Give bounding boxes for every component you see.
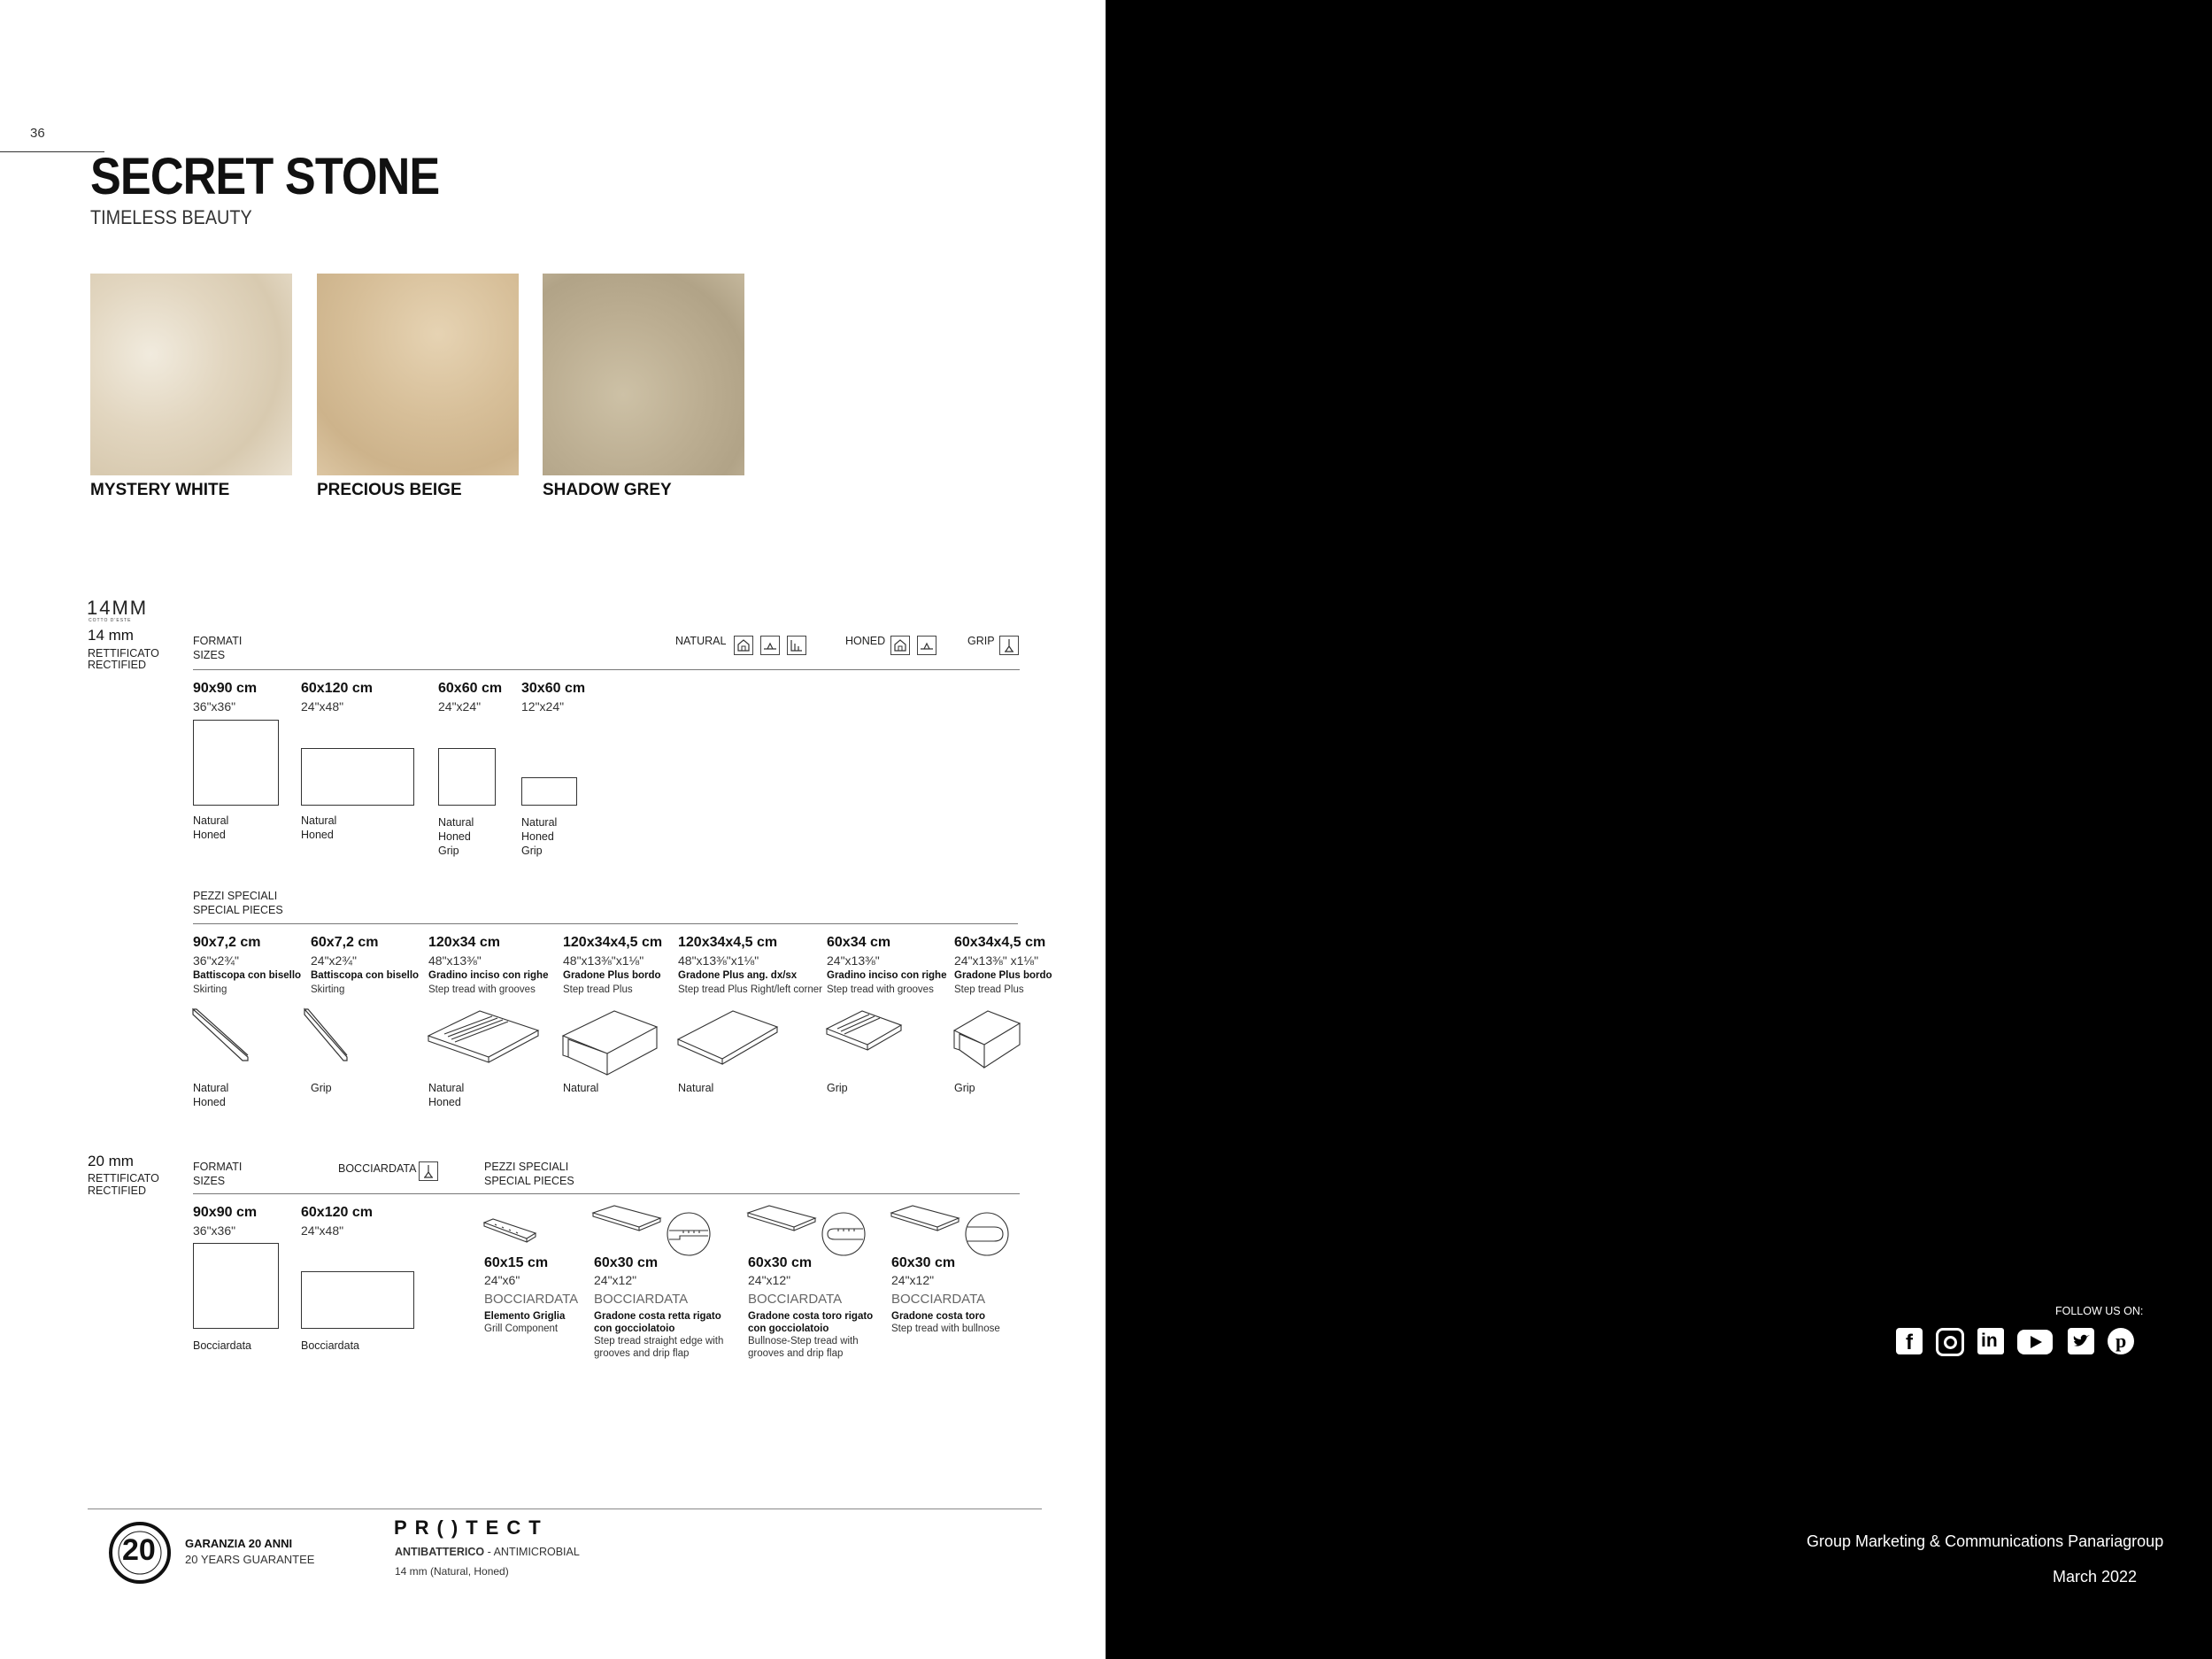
piece-cm: 120x34x4,5 cm [563,935,663,950]
size-in: 24"x48" [301,699,344,714]
piece-cm: 90x7,2 cm [193,935,261,950]
bullnose-step-drip-drawing [746,1204,867,1257]
logo-14mm: 14MM [87,597,149,619]
finish: Natural [193,814,229,827]
piece-name-it: Gradone Plus bordo [563,970,661,981]
finish: Bocciardata [301,1339,360,1352]
finish: Honed [428,1096,461,1108]
facebook-icon[interactable]: f [1896,1328,1923,1354]
finish: Natural [563,1082,599,1094]
piece-cm: 120x34x4,5 cm [678,935,778,950]
finish: Honed [193,1096,226,1108]
follow-us-label: FOLLOW US ON: [2055,1305,2144,1317]
legend-natural: NATURAL [675,635,727,647]
twitter-icon[interactable] [2068,1328,2094,1354]
piece-name-en: Skirting [193,984,227,995]
step-tread-plus-drawing [952,1009,1023,1071]
piece-name-it: Battiscopa con bisello [311,970,420,981]
guarantee-it: GARANZIA 20 ANNI [185,1537,293,1550]
step-tread-plus-drawing [561,1009,660,1078]
swatch-shadow-grey [543,274,744,475]
swatch-label: PRECIOUS BEIGE [317,481,462,499]
step-tread-corner-drawing [676,1009,781,1069]
size-cm: 90x90 cm [193,681,258,696]
bullnose-step-drawing [890,1204,1010,1257]
thickness-label: 20 mm [88,1153,134,1169]
pinterest-icon[interactable]: p [2108,1328,2134,1354]
piece-cm: 60x30 cm [594,1255,659,1270]
piece-in: 24"x12" [748,1273,791,1287]
piece-cm: 60x34 cm [827,935,891,950]
finish: Grip [311,1082,332,1094]
finish: Grip [954,1082,975,1094]
divider [193,923,1018,924]
size-in: 12"x24" [521,699,565,714]
piece-in: 24"x6" [484,1273,520,1287]
rectified-en: RECTIFIED [88,1184,146,1197]
piece-name-en: Step tread with grooves [827,984,934,995]
piece-cm: 60x30 cm [891,1255,956,1270]
right-panel [1106,0,2212,1659]
piece-finish: BOCCIARDATA [484,1292,579,1307]
rectified-en: RECTIFIED [88,659,146,671]
size-diagram [193,720,279,806]
legend-honed: HONED [845,635,886,647]
size-diagram [301,748,414,806]
piece-in: 48"x13⅜"x1⅛" [563,953,644,968]
skirting-drawing [303,1007,356,1064]
divider [193,1193,1020,1194]
size-in: 24"x48" [301,1223,344,1238]
size-cm: 60x120 cm [301,1205,373,1220]
piece-name-en: Bullnose-Step tread with [748,1336,859,1346]
rectified-it: RETTIFICATO [88,647,159,660]
divider [0,151,104,152]
piece-in: 24"x12" [594,1273,637,1287]
finish: Natural [193,1082,229,1094]
size-cm: 60x120 cm [301,681,373,696]
formats-header-it: FORMATI [193,635,243,647]
linkedin-icon[interactable]: in [1977,1328,2004,1354]
piece-cm: 60x7,2 cm [311,935,379,950]
piece-in: 24"x13⅜" [827,953,880,968]
finish: Natural [521,816,558,829]
piece-name-en: grooves and drip flap [594,1348,690,1359]
step-tread-grooves-drawing [427,1009,542,1073]
size-diagram [438,748,496,806]
instagram-icon[interactable] [1936,1328,1964,1356]
page-title: SECRET STONE [90,148,440,205]
finish: Grip [521,845,543,857]
finish: Honed [438,830,471,843]
indoor-use-icon [734,636,753,655]
protect-line1: ANTIBATTERICO - ANTIMICROBIAL [395,1546,580,1558]
legend-bocciardata: BOCCIARDATA [338,1162,417,1175]
piece-cm: 60x34x4,5 cm [954,935,1046,950]
piece-name-en: grooves and drip flap [748,1348,844,1359]
piece-in: 24"x13⅜" x1⅛" [954,953,1039,968]
special-header-it: PEZZI SPECIALI [193,890,278,902]
protect-line2: 14 mm (Natural, Honed) [395,1565,509,1578]
piece-name-en: Skirting [311,984,345,995]
thickness-label: 14 mm [88,627,134,644]
piece-finish: BOCCIARDATA [891,1292,986,1307]
special-header-it: PEZZI SPECIALI [484,1161,569,1173]
guarantee-en: 20 YEARS GUARANTEE [185,1553,315,1566]
piece-name-it: con gocciolatoio [748,1323,829,1334]
piece-in: 36"x2¾" [193,953,239,968]
protect-logo: PR()TECT [394,1516,549,1539]
divider [193,669,1020,670]
youtube-icon[interactable] [2017,1330,2053,1354]
rectified-it: RETTIFICATO [88,1172,159,1184]
piece-name-it: Battiscopa con bisello [193,970,302,981]
size-in: 36"x36" [193,1223,236,1238]
piece-name-it: Gradino inciso con righe [827,970,947,981]
guarantee-number: 20 [122,1533,156,1567]
grip-icon [999,636,1019,655]
piece-cm: 60x30 cm [748,1255,813,1270]
grip-icon [419,1161,438,1181]
swatch-mystery-white [90,274,292,475]
piece-cm: 60x15 cm [484,1255,549,1270]
finish: Grip [827,1082,848,1094]
finish: Natural [438,816,474,829]
finish: Natural [678,1082,714,1094]
piece-in: 24"x12" [891,1273,935,1287]
special-header-en: SPECIAL PIECES [193,904,283,916]
piece-finish: BOCCIARDATA [748,1292,843,1307]
piece-name-en: Step tread Plus [954,984,1024,995]
size-in: 24"x24" [438,699,482,714]
size-cm: 90x90 cm [193,1205,258,1220]
step-tread-drip-drawing [591,1204,712,1257]
outdoor-use-icon [787,636,806,655]
size-in: 36"x36" [193,699,236,714]
finish: Grip [438,845,459,857]
piece-name-en: Grill Component [484,1323,559,1334]
grill-component-drawing [482,1217,539,1244]
piece-name-it: Gradone Plus ang. dx/sx [678,970,798,981]
finish: Honed [301,829,334,841]
piece-in: 24"x2¾" [311,953,357,968]
piece-finish: BOCCIARDATA [594,1292,689,1307]
piece-name-it: Gradone Plus bordo [954,970,1052,981]
swatch-precious-beige [317,274,519,475]
footer-company: Group Marketing & Communications Panariagroup [1807,1532,2164,1550]
finish: Honed [521,830,554,843]
wall-use-icon [917,636,936,655]
piece-name-en: Step tread straight edge with [594,1336,724,1346]
wall-use-icon [760,636,780,655]
special-header-en: SPECIAL PIECES [484,1175,574,1187]
formats-header-en: SIZES [193,649,226,661]
piece-name-en: Step tread Plus [563,984,633,995]
piece-name-it: Gradone costa toro [891,1311,986,1322]
swatch-label: SHADOW GREY [543,481,672,499]
piece-in: 48"x13⅜" [428,953,482,968]
piece-name-it: Elemento Griglia [484,1311,566,1322]
piece-name-it: con gocciolatoio [594,1323,675,1334]
piece-name-en: Step tread with bullnose [891,1323,1000,1334]
step-tread-grooves-drawing [825,1009,905,1064]
size-cm: 30x60 cm [521,681,586,696]
legend-grip: GRIP [967,635,995,647]
page-subtitle: TIMELESS BEAUTY [90,206,252,228]
piece-cm: 120x34 cm [428,935,500,950]
piece-name-it: Gradone costa retta rigato [594,1311,721,1322]
logo-14mm-sub: COTTO D'ESTE [89,618,132,623]
indoor-use-icon [890,636,910,655]
formats-header-en: SIZES [193,1175,226,1187]
swatch-label: MYSTERY WHITE [90,481,230,499]
size-diagram [521,777,577,806]
piece-name-en: Step tread Plus Right/left corner [678,984,822,995]
size-diagram [301,1271,414,1329]
piece-name-en: Step tread with grooves [428,984,536,995]
piece-name-it: Gradino inciso con righe [428,970,549,981]
piece-in: 48"x13⅜"x1⅛" [678,953,759,968]
page-number: 36 [30,126,45,141]
size-diagram [193,1243,279,1329]
finish: Honed [193,829,226,841]
piece-name-it: Gradone costa toro rigato [748,1311,874,1322]
finish: Natural [301,814,337,827]
footer-date: March 2022 [2053,1568,2138,1586]
size-cm: 60x60 cm [438,681,503,696]
skirting-drawing [191,1007,253,1064]
formats-header-it: FORMATI [193,1161,243,1173]
finish: Bocciardata [193,1339,252,1352]
finish: Natural [428,1082,465,1094]
